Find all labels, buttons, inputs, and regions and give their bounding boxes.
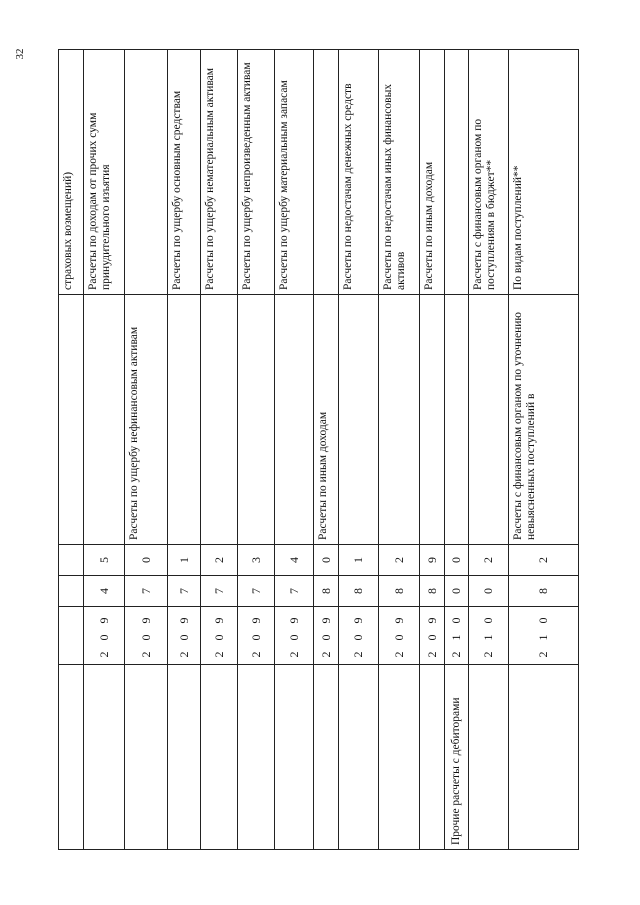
item-name-cell: Расчеты по недостачам денежных средств [339,50,379,295]
account-code-cell: 2 0 9 [168,607,201,665]
item-name-cell: Расчеты с финансовым органом по поступлениям в бюджет** [469,50,509,295]
digit-cell: 1 [168,545,201,576]
table-row [314,50,339,850]
section-cell [339,665,379,850]
digit-cell: 2 [379,545,420,576]
group-name-cell [168,295,201,545]
account-code-cell: 2 0 9 [379,607,420,665]
item-name-cell [125,50,168,295]
group-name-cell: Расчеты с финансовым органом по уточнению невыясненных поступлений в [509,295,579,545]
table-row [509,50,579,850]
rotated-page-content [58,50,578,850]
account-code-cell: 2 0 9 [314,607,339,665]
account-code-cell: 2 0 9 [339,607,379,665]
digit-cell: 0 [445,576,469,607]
table-row [59,50,84,850]
table-row [201,50,238,850]
table-row [275,50,314,850]
account-code-cell: 2 1 0 [509,607,579,665]
account-code-cell: 2 0 9 [275,607,314,665]
digit-cell: 2 [469,545,509,576]
item-name-cell: Расчеты по иным доходам [420,50,445,295]
page-number: 32 [14,48,26,60]
section-cell [420,665,445,850]
table-row [125,50,168,850]
item-name-cell: Расчеты по ущербу основным средствам [168,50,201,295]
group-name-cell [238,295,275,545]
item-name-cell: страховых возмещений) [59,50,84,295]
section-cell [469,665,509,850]
group-name-cell [59,295,84,545]
digit-cell: 8 [314,576,339,607]
item-name-cell [445,50,469,295]
table-row [168,50,201,850]
group-name-cell [84,295,125,545]
digit-cell [59,545,84,576]
digit-cell: 7 [168,576,201,607]
digit-cell: 2 [509,545,579,576]
section-cell [509,665,579,850]
account-code-cell: 2 0 9 [420,607,445,665]
group-name-cell: Расчеты по иным доходам [314,295,339,545]
group-name-cell [201,295,238,545]
section-cell [59,665,84,850]
section-cell: Прочие расчеты с дебиторами [445,665,469,850]
group-name-cell [275,295,314,545]
section-cell [125,665,168,850]
account-code-cell: 2 0 9 [125,607,168,665]
item-name-cell: По видам поступлений** [509,50,579,295]
digit-cell: 7 [275,576,314,607]
digit-cell: 7 [238,576,275,607]
digit-cell: 5 [84,545,125,576]
item-name-cell: Расчеты по ущербу материальным запасам [275,50,314,295]
section-cell [168,665,201,850]
group-name-cell [379,295,420,545]
digit-cell: 4 [84,576,125,607]
table-row [379,50,420,850]
account-code-cell: 2 0 9 [201,607,238,665]
group-name-cell [339,295,379,545]
section-cell [84,665,125,850]
digit-cell: 8 [420,576,445,607]
digit-cell: 8 [509,576,579,607]
digit-cell: 8 [379,576,420,607]
section-cell [201,665,238,850]
group-name-cell [420,295,445,545]
item-name-cell [314,50,339,295]
digit-cell: 0 [469,576,509,607]
item-name-cell: Расчеты по ущербу нематериальным активам [201,50,238,295]
digit-cell: 0 [125,545,168,576]
account-code-cell: 2 1 0 [469,607,509,665]
digit-cell [59,576,84,607]
account-code-cell: 2 1 0 [445,607,469,665]
group-name-cell: Расчеты по ущербу нефинансовым активам [125,295,168,545]
item-name-cell: Расчеты по ущербу непроизведенным активам [238,50,275,295]
table-row [445,50,469,850]
digit-cell: 7 [201,576,238,607]
digit-cell: 7 [125,576,168,607]
table-row [339,50,379,850]
section-cell [238,665,275,850]
section-cell [275,665,314,850]
digit-cell: 1 [339,545,379,576]
section-cell [314,665,339,850]
table-row [420,50,445,850]
account-code-cell [59,607,84,665]
account-code-cell: 2 0 9 [84,607,125,665]
item-name-cell: Расчеты по недостачам иных финансовых активов [379,50,420,295]
accounts-table [58,49,579,850]
digit-cell: 0 [314,545,339,576]
account-code-cell: 2 0 9 [238,607,275,665]
table-row [238,50,275,850]
table-row [469,50,509,850]
digit-cell: 9 [420,545,445,576]
digit-cell: 8 [339,576,379,607]
item-name-cell: Расчеты по доходам от прочих сумм принудительного изъятия [84,50,125,295]
group-name-cell [445,295,469,545]
group-name-cell [469,295,509,545]
digit-cell: 3 [238,545,275,576]
section-cell [379,665,420,850]
digit-cell: 4 [275,545,314,576]
digit-cell: 2 [201,545,238,576]
digit-cell: 0 [445,545,469,576]
table-row [84,50,125,850]
